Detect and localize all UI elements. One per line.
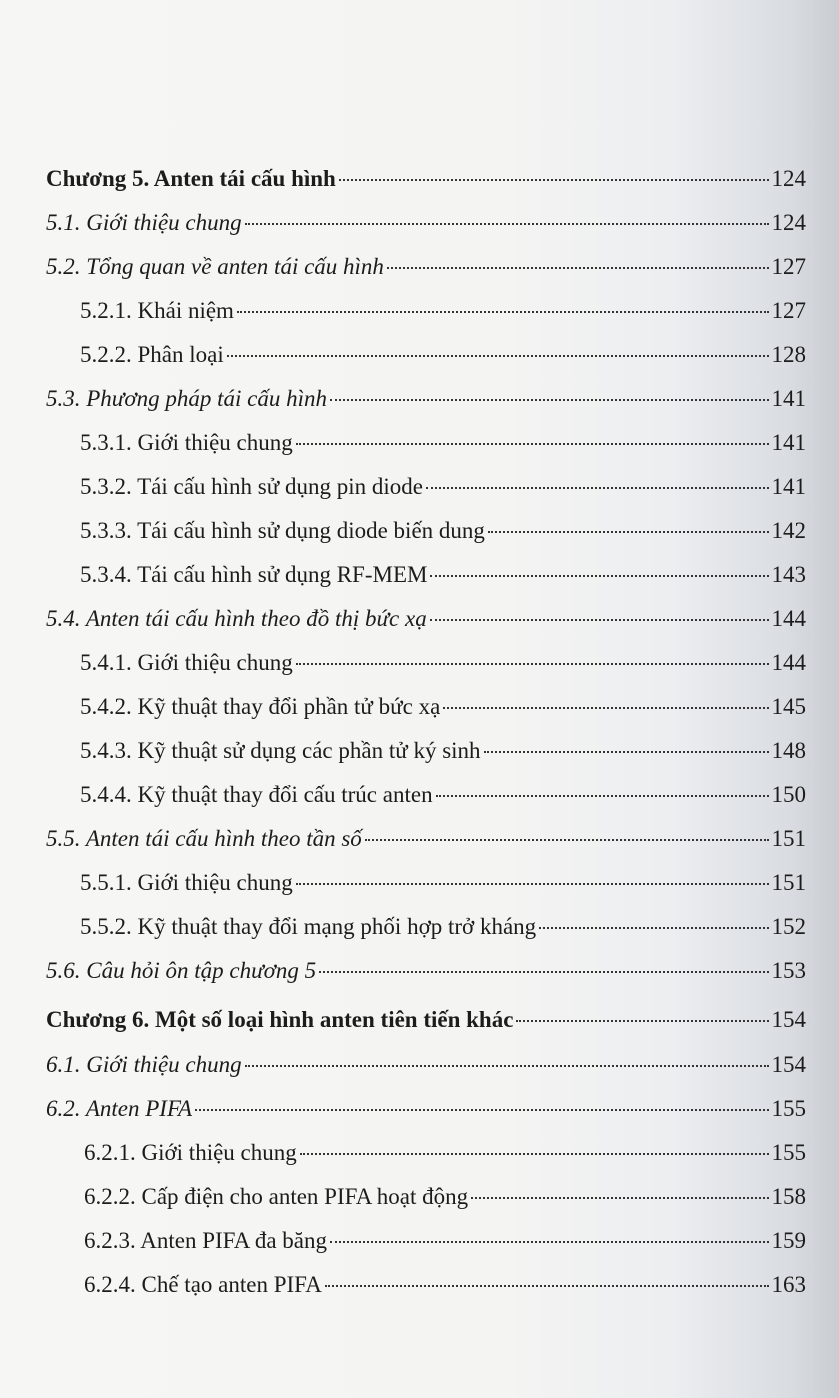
toc-entry-page: 154 xyxy=(771,1007,806,1032)
toc-entry-title: 5.3.1. Giới thiệu chung xyxy=(80,430,293,455)
toc-entry-title: 5.3. Phương pháp tái cấu hình xyxy=(46,386,327,411)
toc-entry-5-3-1 xyxy=(80,428,806,458)
toc-entry-title: 5.4. Anten tái cấu hình theo đồ thị bức xạ xyxy=(46,606,427,631)
dot-leader xyxy=(365,839,769,841)
toc-entry-5-2 xyxy=(46,252,806,282)
dot-leader xyxy=(430,619,769,621)
toc-entry-title: 5.3.2. Tái cấu hình sử dụng pin diode xyxy=(80,474,423,499)
dot-leader xyxy=(227,355,769,357)
toc-entry-page: 155 xyxy=(771,1140,806,1165)
toc-entry-page: 163 xyxy=(771,1272,806,1297)
toc-entry-5-3-2 xyxy=(80,472,806,502)
toc-entry-title: 6.2.3. Anten PIFA đa băng xyxy=(84,1228,327,1253)
toc-entry-title: 5.5.2. Kỹ thuật thay đổi mạng phối hợp trở kháng xyxy=(80,914,537,939)
toc-entry-5-4 xyxy=(46,604,806,634)
toc-entry-page: 153 xyxy=(771,958,806,983)
dot-leader xyxy=(339,179,769,181)
toc-entry-page: 127 xyxy=(771,254,806,279)
toc-entry-page: 155 xyxy=(771,1096,806,1121)
dot-leader xyxy=(296,883,769,885)
toc-entry-chapter-6 xyxy=(46,1005,806,1035)
toc-entry-page: 141 xyxy=(771,386,806,411)
toc-entry-5-3 xyxy=(46,384,806,414)
toc-entry-5-4-4 xyxy=(80,780,806,810)
toc-entry-page: 154 xyxy=(771,1052,806,1077)
toc-entry-5-2-2 xyxy=(80,340,806,370)
toc-entry-page: 141 xyxy=(771,474,806,499)
dot-leader xyxy=(296,663,769,665)
dot-leader xyxy=(471,1197,768,1199)
dot-leader xyxy=(426,487,769,489)
toc-entry-page: 143 xyxy=(771,562,806,587)
dot-leader xyxy=(245,1065,769,1067)
toc-entry-page: 151 xyxy=(771,870,806,895)
toc-entry-page: 152 xyxy=(771,914,806,939)
toc-entry-title: 6.1. Giới thiệu chung xyxy=(46,1052,242,1077)
toc-entry-5-2-1 xyxy=(80,296,806,326)
toc-entry-page: 151 xyxy=(771,826,806,851)
toc-entry-title: 6.2.2. Cấp điện cho anten PIFA hoạt động xyxy=(84,1184,469,1209)
toc-entry-page: 159 xyxy=(771,1228,806,1253)
toc-entry-6-2-4 xyxy=(84,1270,806,1300)
dot-leader xyxy=(237,311,769,313)
toc-entry-title: 5.3.3. Tái cấu hình sử dụng diode biến dung xyxy=(80,518,485,543)
toc-entry-page: 148 xyxy=(771,738,806,763)
toc-entry-5-5 xyxy=(46,824,806,854)
dot-leader xyxy=(443,707,768,709)
toc-entry-5-3-3 xyxy=(80,516,806,546)
toc-entry-title: 5.2.2. Phân loại xyxy=(80,342,224,367)
toc-entry-6-1 xyxy=(46,1050,806,1080)
toc-entry-title: 6.2.4. Chế tạo anten PIFA xyxy=(84,1272,322,1297)
toc-entry-title: 5.3.4. Tái cấu hình sử dụng RF-MEM xyxy=(80,562,428,587)
toc-entry-title: 5.4.4. Kỹ thuật thay đổi cấu trúc anten xyxy=(80,782,433,807)
dot-leader xyxy=(319,971,768,973)
dot-leader xyxy=(245,223,769,225)
toc-entry-5-4-2 xyxy=(80,692,806,722)
toc-entry-title: 5.1. Giới thiệu chung xyxy=(46,210,242,235)
dot-leader xyxy=(387,267,769,269)
dot-leader xyxy=(330,399,769,401)
dot-leader xyxy=(330,1241,769,1243)
toc-entry-title: 5.5.1. Giới thiệu chung xyxy=(80,870,293,895)
dot-leader xyxy=(296,443,769,445)
toc-entry-6-2 xyxy=(46,1094,806,1124)
dot-leader xyxy=(484,751,769,753)
dot-leader xyxy=(516,1020,768,1022)
toc-entry-page: 145 xyxy=(771,694,806,719)
dot-leader xyxy=(300,1153,769,1155)
toc-entry-title: 5.4.3. Kỹ thuật sử dụng các phần tử ký sinh xyxy=(80,738,481,763)
toc-entry-title: Chương 6. Một số loại hình anten tiên tiến khác xyxy=(46,1007,514,1032)
toc-entry-page: 144 xyxy=(771,606,806,631)
toc-entry-title: 5.6. Câu hỏi ôn tập chương 5 xyxy=(46,958,317,983)
toc-entry-page: 128 xyxy=(771,342,806,367)
toc-entry-5-4-1 xyxy=(80,648,806,678)
toc-entry-title: 5.2.1. Khái niệm xyxy=(80,298,234,323)
toc-entry-5-3-4 xyxy=(80,560,806,590)
toc-entry-title: 5.5. Anten tái cấu hình theo tần số xyxy=(46,826,362,851)
toc-entry-chapter-5 xyxy=(46,164,806,194)
dot-leader xyxy=(488,531,769,533)
dot-leader xyxy=(436,795,769,797)
toc-entry-5-1 xyxy=(46,208,806,238)
toc-entry-title: 5.4.1. Giới thiệu chung xyxy=(80,650,293,675)
toc-entry-5-6 xyxy=(46,956,806,986)
dot-leader xyxy=(325,1285,769,1287)
toc-entry-page: 124 xyxy=(771,166,806,191)
toc-entry-page: 144 xyxy=(771,650,806,675)
toc-entry-page: 142 xyxy=(771,518,806,543)
toc-entry-6-2-3 xyxy=(84,1226,806,1256)
dot-leader xyxy=(195,1109,768,1111)
toc-entry-page: 158 xyxy=(771,1184,806,1209)
toc-entry-6-2-1 xyxy=(84,1138,806,1168)
dot-leader xyxy=(430,575,768,577)
toc-entry-title: 5.4.2. Kỹ thuật thay đổi phần tử bức xạ xyxy=(80,694,441,719)
toc-entry-title: Chương 5. Anten tái cấu hình xyxy=(46,166,336,191)
toc-entry-title: 6.2.1. Giới thiệu chung xyxy=(84,1140,297,1165)
toc-entry-6-2-2 xyxy=(84,1182,806,1212)
toc-entry-5-4-3 xyxy=(80,736,806,766)
toc-entry-title: 6.2. Anten PIFA xyxy=(46,1096,193,1121)
toc-entry-page: 141 xyxy=(771,430,806,455)
toc-entry-page: 150 xyxy=(771,782,806,807)
toc-entry-page: 124 xyxy=(771,210,806,235)
toc-entry-page: 127 xyxy=(771,298,806,323)
dot-leader xyxy=(539,927,768,929)
toc-entry-5-5-1 xyxy=(80,868,806,898)
toc-entry-title: 5.2. Tổng quan về anten tái cấu hình xyxy=(46,254,384,279)
toc-entry-5-5-2 xyxy=(80,912,806,942)
